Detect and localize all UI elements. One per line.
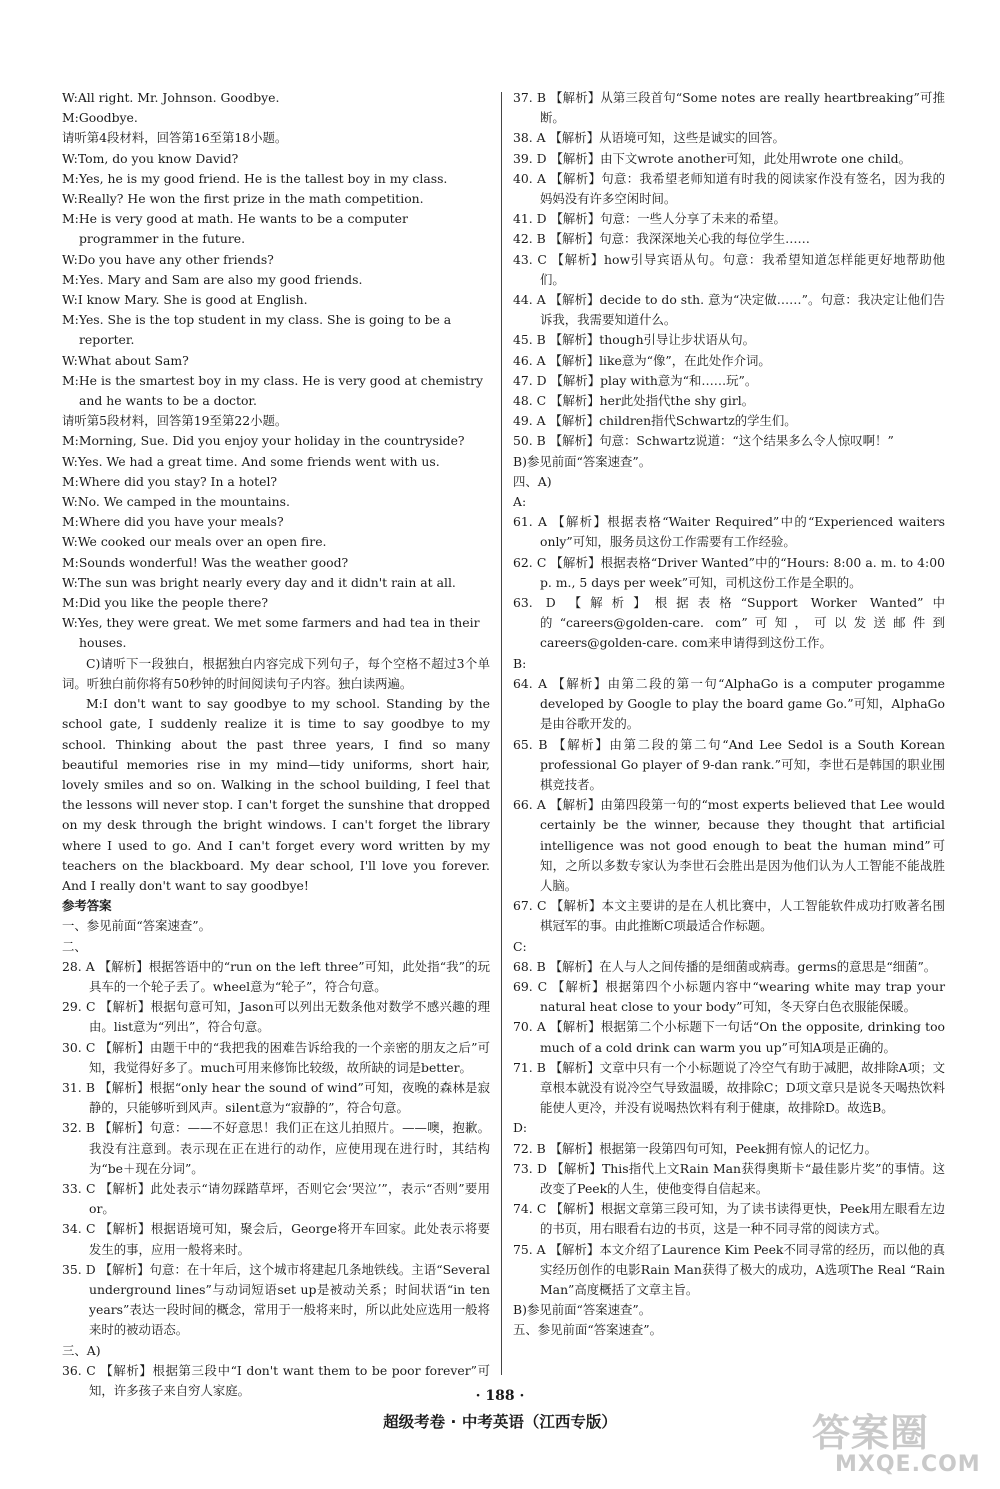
left-column-line: 36. C 【解析】根据第三段中“I don't want them to be poor forever”可知，许多孩子来自穷人家庭。 (62, 1362, 490, 1398)
right-column-line: 43. C 【解析】how引导宾语从句。句意：我希望知道怎样能更好地帮助他们。 (513, 251, 945, 287)
left-column-line: M:Yes, he is my good friend. He is the tallest boy in my class. (62, 170, 448, 186)
left-column-line: M:Morning, Sue. Did you enjoy your holiday in the countryside? (62, 433, 465, 449)
right-column-line: 61. A 【解析】根据表格“Waiter Required”中的“Experienced waiters only”可知，服务员这份工作需要有工作经验。 (513, 514, 945, 550)
right-column-line: 70. A 【解析】根据第二个小标题下一句话“On the opposite, drinking too much of a cold drink can warm you up”可知A项是正确的。 (513, 1019, 945, 1055)
right-column (513, 88, 945, 1341)
right-column-line: 73. D 【解析】This指代上文Rain Man获得奥斯卡“最佳影片奖”的事情。这改变了Peek的人生，使他变得自信起来。 (513, 1160, 945, 1196)
left-column-line: 35. D 【解析】句意：在十年后，这个城市将建起几条地铁线。主语“Several underground lines”与动词短语set up是被动关系；时间状语“in ten years”表达一段时间的概念，常用于一般将来时，所以此处应选用一般将来时的被动语态。 (62, 1261, 490, 1338)
left-column-line: M:He is very good at math. He wants to be a computer programmer in the future. (62, 211, 408, 247)
right-column-line: 75. A 【解析】本文介绍了Laurence Kim Peek不同寻常的经历，而以他的真实经历创作的电影Rain Man获得了极大的成功，A选项The Real “Rain Man”高度概括了文章主旨。 (513, 1241, 945, 1297)
left-column-line: W:No. We camped in the mountains. (62, 494, 290, 510)
book-title: 超级考卷 · 中考英语（江西专版） (383, 1413, 617, 1431)
left-column-line: 30. C 【解析】由题干中的“我把我的困难告诉给我的一个亲密的朋友之后”可知，我觉得好多了。much可用来修饰比较级，故所缺的词是better。 (62, 1039, 490, 1075)
right-column-line: 74. C 【解析】根据文章第三段可知，为了读书读得更快，Peek用左眼看左边的书页，用右眼看右边的书页，这是一种不同寻常的阅读方式。 (513, 1201, 945, 1237)
left-column-line: M:I don't want to say goodbye to my school. Standing by the school gate, I suddenly realize it is time to say goodbye to my school. Thinking about the past three years, I find so many beautiful memories rise in my mind—tidy uniforms, short hair, lovely smiles and so on. Walking in the school building, I feel that the lessons will never stop. I can't forget the sunshine that dropped on my desk through the bright windows. I can't forget the library where I used to go. And I can't forget every word written by my teachers on the blackboard. My dear school, I'll love you forever. And I really don't want to say goodbye! (62, 696, 490, 893)
left-column-line: M:Sounds wonderful! Was the weather good? (62, 554, 349, 570)
right-column-line: 64. A 【解析】由第二段的第一句“AlphaGo is a computer progamme developed by Google to play the board game Go.”可知，AlphaGo是由谷歌开发的。 (513, 675, 945, 732)
right-column-line: 四、A) (513, 473, 552, 489)
page-number: · 188 · (475, 1388, 525, 1404)
left-column-line: M:Did you like the people there? (62, 595, 269, 611)
left-column-line: M:Yes. Mary and Sam are also my good friends. (62, 271, 363, 287)
right-column-line: 50. B 【解析】句意：Schwartz说道：“这个结果多么令人惊叹啊！” (513, 433, 894, 449)
left-column-line: 请听第4段材料，回答第16至第18小题。 (62, 130, 288, 146)
watermark-logo-text: 答案圈 (812, 1411, 930, 1455)
left-column-line: 31. B 【解析】根据“only hear the sound of wind”可知，夜晚的森林是寂静的，只能够听到风声。silent意为“寂静的”，符合句意。 (62, 1079, 490, 1116)
left-column-line: W:What about Sam? (62, 352, 189, 368)
right-column-line: 62. C 【解析】根据表格“Driver Wanted”中的“Hours: 8:00 a. m. to 4:00 p. m., 5 days per week”可知，司机这份工作是全职的。 (513, 554, 945, 590)
left-column-line: 28. A 【解析】根据答语中的“run on the left three”可知，此处指“我”的玩具车的一个轮子丢了。wheel意为“轮子”，符合句意。 (62, 958, 490, 994)
right-column-line: B: (513, 655, 527, 671)
right-column-line: 44. A 【解析】decide to do sth. 意为“决定做……”。句意：我决定让他们告诉我，我需要知道什么。 (513, 292, 945, 328)
right-column-line: 46. A 【解析】like意为“像”，在此处作介词。 (513, 352, 771, 368)
left-column-line: 一、参见前面“答案速查”。 (62, 918, 211, 934)
right-column-line: 72. B 【解析】根据第一段第四句可知，Peek拥有惊人的记忆力。 (513, 1140, 878, 1156)
right-column-line: 67. C 【解析】本文主要讲的是在人机比赛中，人工智能软件成功打败著名围棋冠军的事。由此推断C项最适合作标题。 (513, 898, 945, 934)
right-column-line: 68. B 【解析】在人与人之间传播的是细菌或病毒。germs的意思是“细菌”。 (513, 958, 937, 974)
right-column-line: 37. B 【解析】从第三段首句“Some notes are really heartbreaking”可推断。 (513, 90, 945, 126)
right-column-line: 49. A 【解析】children指代Schwartz的学生们。 (513, 413, 797, 429)
left-column-line: 三、A) (62, 1342, 101, 1358)
left-column-line: W:Yes, they were great. We met some farmers and had tea in their houses. (62, 615, 480, 651)
left-column-line: W:We cooked our meals over an open fire. (62, 534, 327, 550)
left-column-line: 34. C 【解析】根据语境可知，聚会后，George将开车回家。此处表示将要发生的事，应用一般将来时。 (62, 1221, 490, 1257)
right-column-line: B)参见前面“答案速查”。 (513, 453, 652, 469)
right-column-line: 42. B 【解析】句意：我深深地关心我的每位学生…… (513, 231, 810, 247)
left-column-line: W:Really? He won the first prize in the math competition. (62, 191, 424, 207)
left-column-line: W:Do you have any other friends? (62, 251, 274, 267)
left-column-line: 请听第5段材料，回答第19至第22小题。 (62, 413, 288, 429)
left-column-line: W:I know Mary. She is good at English. (62, 292, 308, 308)
right-column-line: B)参见前面“答案速查”。 (513, 1302, 652, 1318)
left-column-line: W:Tom, do you know David? (62, 150, 239, 166)
right-column-line: 66. A 【解析】由第四段第一句的“most experts believed that Lee would certainly be the winner, because they thought that artificial intelligence was not good enough to beat the human mind”可知，之所以多数专家认为李世石会胜出是因为他们认为人工智能不能战胜人脑。 (513, 797, 945, 893)
left-column-line: M:He is the smartest boy in my class. He is very good at chemistry and he wants to be a doctor. (62, 372, 484, 409)
left-column-line: 33. C 【解析】此处表示“请勿踩踏草坪，否则它会‘哭泣’”，表示“否则”要用or。 (62, 1180, 490, 1217)
right-column-line: 38. A 【解析】从语境可知，这些是诚实的回答。 (513, 130, 785, 146)
left-column-line: 29. C 【解析】根据句意可知，Jason可以列出无数条他对数学不感兴趣的理由。list意为“列出”，符合句意。 (62, 999, 490, 1035)
column-divider (501, 92, 502, 1375)
watermark-url: MXQE.COM (835, 1452, 981, 1477)
right-column-line: 71. B 【解析】文章中只有一个小标题说了冷空气有助于减肥，故排除A项；文章根本就没有说冷空气导致温暖，故排除C；D项文章只是说冬天喝热饮料能使人更冷，并没有说喝热饮料有利于健康，故排除D。故选B。 (513, 1059, 945, 1116)
left-column-line: W:All right. Mr. Johnson. Goodbye. (62, 90, 280, 105)
right-column-line: 41. D 【解析】句意：一些人分享了未来的希望。 (513, 211, 786, 227)
left-column-line: W:The sun was bright nearly every day and it didn't rain at all. (62, 574, 456, 590)
right-column-line: 47. D 【解析】play with意为“和……玩”。 (513, 372, 758, 388)
left-column-line: M:Goodbye. (62, 110, 138, 126)
right-column-line: A: (513, 494, 527, 510)
left-column-line: M:Where did you have your meals? (62, 514, 284, 530)
left-column-line: M:Where did you stay? In a hotel? (62, 473, 278, 489)
right-column-line: 40. A 【解析】句意：我希望老师知道有时我的阅读家作没有签名，因为我的妈妈没有许多空闲时间。 (513, 170, 945, 207)
left-column-line: W:Yes. We had a great time. And some friends went with us. (62, 453, 440, 469)
left-column-line: 参考答案 (62, 898, 112, 914)
right-column-line: 48. C 【解析】her此处指代the shy girl。 (513, 393, 755, 409)
right-column-line: 39. D 【解析】由下文wrote another可知，此处用wrote one child。 (513, 150, 911, 166)
right-column-line: 63. D 【解析】根据表格“Support Worker Wanted”中的“careers@golden-care. com”可知，可以发送邮件到careers@golden-care. com来申请得到这份工作。 (513, 595, 945, 651)
left-column-line: 二、 (62, 938, 87, 954)
right-column-line: 五、参见前面“答案速查”。 (513, 1322, 662, 1338)
right-column-line: D: (513, 1120, 528, 1136)
left-column-line: C)请听下一段独白，根据独白内容完成下列句子，每个空格不超过3个单词。听独白前你将有50秒钟的时间阅读句子内容。独白读两遍。 (62, 655, 490, 691)
right-column-line: C: (513, 938, 527, 954)
left-column (62, 88, 490, 1401)
right-column-line: 65. B 【解析】由第二段的第二句“And Lee Sedol is a South Korean professional Go player of 9-dan rank.”可知，李世石是韩国的职业围棋竞技者。 (513, 736, 945, 792)
right-column-line: 45. B 【解析】though引导让步状语从句。 (513, 332, 756, 348)
right-column-line: 69. C 【解析】根据第四个小标题内容中“wearing white may trap your natural heat close to your body”可知，冬天穿白色衣服能保暖。 (513, 978, 945, 1015)
left-column-line: 32. B 【解析】句意：——不好意思！我们正在这儿拍照片。——噢，抱歉。我没有注意到。表示现在正在进行的动作，应使用现在进行时，其结构为“be＋现在分词”。 (62, 1120, 490, 1176)
left-column-line: M:Yes. She is the top student in my class. She is going to be a reporter. (62, 312, 452, 348)
